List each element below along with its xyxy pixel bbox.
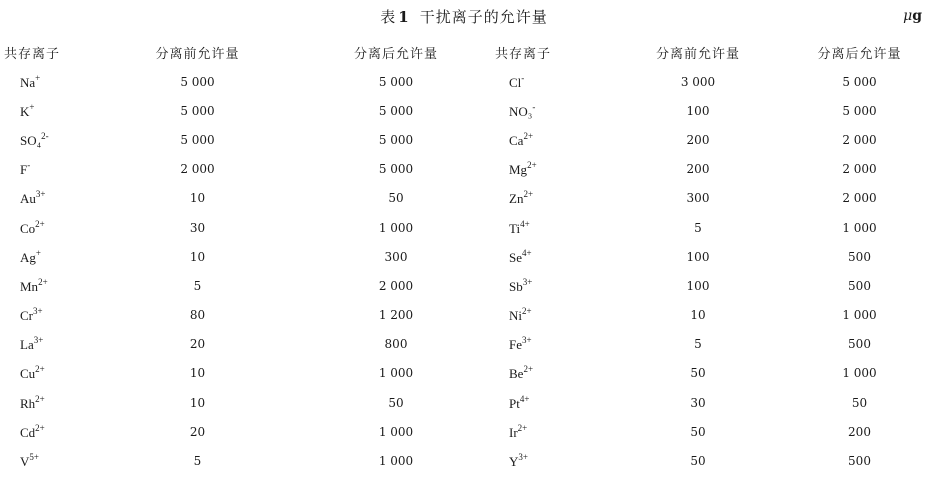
cell-text: 2 000 xyxy=(842,132,877,147)
cell-text: 200 xyxy=(848,424,871,439)
ion-charge: 2+ xyxy=(35,364,45,375)
before-cell xyxy=(64,417,331,446)
before-cell xyxy=(525,242,791,271)
cell-text: 100 xyxy=(686,278,710,293)
cell-text: Cu xyxy=(20,366,36,382)
cell-text: Mg xyxy=(509,162,528,178)
after-cell xyxy=(331,417,461,446)
after-cell xyxy=(791,446,928,475)
interference-table xyxy=(0,37,928,476)
before-cell xyxy=(525,125,791,154)
ion-cell xyxy=(461,67,525,96)
ion-cell xyxy=(0,213,64,242)
table-row xyxy=(0,359,928,388)
cell-text: 500 xyxy=(848,278,871,293)
cell-text: Ca xyxy=(509,132,524,148)
header-row xyxy=(0,37,928,67)
table-row xyxy=(0,446,928,475)
cell-text: Cl xyxy=(509,74,522,90)
ion-cell xyxy=(461,388,530,417)
cell-text: K xyxy=(20,103,30,119)
ion-cell xyxy=(0,388,64,417)
ion-charge: 5+ xyxy=(29,452,39,463)
before-cell xyxy=(525,417,791,446)
cell-text: 30 xyxy=(189,220,206,235)
ion-cell xyxy=(461,330,532,359)
cell-text: 200 xyxy=(686,162,710,177)
cell-text: 5 000 xyxy=(378,103,414,118)
before-cell xyxy=(64,359,331,388)
table-row xyxy=(0,213,928,242)
table-title-number: 1 xyxy=(398,8,410,26)
before-cell xyxy=(64,301,331,330)
cell-text: Be xyxy=(509,366,524,382)
before-cell xyxy=(64,125,331,154)
ion-cell xyxy=(461,96,536,125)
ion-charge: 2+ xyxy=(523,189,534,200)
cell-text: Ti xyxy=(509,220,521,236)
cell-text: Ni xyxy=(509,308,522,324)
ion-charge: 2+ xyxy=(527,160,537,171)
after-cell xyxy=(331,213,461,242)
cell-text: Zn xyxy=(509,191,524,207)
after-cell xyxy=(331,301,461,330)
cell-text: 200 xyxy=(686,132,710,147)
cell-text: La xyxy=(20,337,34,353)
after-cell xyxy=(791,96,928,125)
cell-text: 100 xyxy=(686,249,710,264)
table-row xyxy=(0,330,928,359)
ion-cell xyxy=(461,242,532,271)
after-cell xyxy=(791,125,928,154)
ion-cell xyxy=(0,301,64,330)
ion-charge: 4+ xyxy=(519,393,530,404)
cell-text: 3 000 xyxy=(680,74,716,89)
ion-cell xyxy=(461,446,528,475)
before-cell xyxy=(525,213,791,242)
ion-cell xyxy=(0,125,64,154)
after-cell xyxy=(331,67,461,96)
cell-text: Y xyxy=(509,454,519,470)
ion-cell xyxy=(0,271,64,300)
ion-charge: 2- xyxy=(41,130,49,141)
cell-text: Ag xyxy=(20,249,36,265)
after-cell xyxy=(791,417,928,446)
before-cell xyxy=(64,271,331,300)
after-cell xyxy=(331,184,461,213)
cell-text: 500 xyxy=(848,249,871,264)
header-after-1: 分离后允许量 xyxy=(353,46,438,62)
cell-text: F xyxy=(20,162,28,178)
before-cell xyxy=(525,184,791,213)
cell-text: 10 xyxy=(690,308,706,323)
unit-mu: μ xyxy=(903,8,913,24)
cell-text: 1 000 xyxy=(378,366,414,381)
ion-charge: + xyxy=(29,101,35,112)
cell-text: 50 xyxy=(388,191,404,206)
before-cell xyxy=(525,96,791,125)
before-cell xyxy=(64,388,331,417)
after-cell xyxy=(331,242,461,271)
before-cell xyxy=(522,271,791,300)
before-cell xyxy=(64,242,331,271)
cell-text: 2 000 xyxy=(180,162,215,177)
ion-charge: 2+ xyxy=(517,422,528,433)
table-row xyxy=(0,271,928,300)
cell-text: 5 xyxy=(694,220,702,235)
before-cell xyxy=(64,67,331,96)
before-cell xyxy=(525,388,791,417)
before-cell xyxy=(525,155,791,184)
cell-text: 5 000 xyxy=(180,103,215,118)
cell-text: Se xyxy=(509,249,522,265)
before-cell xyxy=(64,213,331,242)
cell-text: 5 000 xyxy=(180,132,215,147)
cell-text: 1 000 xyxy=(378,454,414,469)
table-row xyxy=(0,125,928,154)
table-row xyxy=(0,301,928,330)
before-cell xyxy=(525,446,791,475)
cell-text: 1 000 xyxy=(842,366,877,381)
cell-text: 30 xyxy=(690,395,706,410)
table-title-text: 干扰离子的允许量 xyxy=(419,8,548,26)
ion-cell xyxy=(461,155,537,184)
cell-text: 50 xyxy=(388,395,404,410)
header-before-1: 分离前允许量 xyxy=(155,46,240,62)
ion-charge: 2+ xyxy=(35,393,45,404)
ion-charge: + xyxy=(35,72,41,83)
table-title xyxy=(0,6,928,27)
ion-cell xyxy=(461,125,534,154)
ion-charge: 2+ xyxy=(523,364,534,375)
cell-text: 1 200 xyxy=(378,308,414,323)
cell-text: 300 xyxy=(686,191,710,206)
ion-charge: 3+ xyxy=(33,335,44,346)
header-ion-1: 共存离子 xyxy=(4,46,61,62)
ion-charge: 3+ xyxy=(522,335,532,346)
cell-text: 5 000 xyxy=(842,74,877,89)
before-cell xyxy=(64,155,331,184)
cell-text: Cr xyxy=(20,308,33,324)
cell-text: 500 xyxy=(848,337,871,352)
after-cell xyxy=(331,446,461,475)
cell-text: 50 xyxy=(690,454,706,469)
before-cell xyxy=(525,67,791,96)
before-cell xyxy=(64,446,331,475)
cell-text: 5 xyxy=(694,337,702,352)
ion-charge: 2+ xyxy=(523,130,534,141)
cell-text: 50 xyxy=(690,366,706,381)
cell-text: Ir xyxy=(509,424,518,440)
ion-charge: 3+ xyxy=(522,276,533,287)
cell-text: 80 xyxy=(189,308,206,323)
ion-charge: 4+ xyxy=(522,247,532,258)
before-cell xyxy=(525,359,791,388)
ion-cell xyxy=(461,359,534,388)
after-cell xyxy=(791,213,928,242)
before-cell xyxy=(64,184,331,213)
after-cell xyxy=(791,155,928,184)
ion-charge: 4+ xyxy=(520,218,530,229)
ion-charge: + xyxy=(35,247,41,258)
cell-text: Rh xyxy=(20,395,36,411)
ion-charge: 2+ xyxy=(522,306,532,317)
ion-charge: 3+ xyxy=(35,189,46,200)
cell-text: 5 000 xyxy=(842,103,877,118)
cell-text: 1 000 xyxy=(378,424,414,439)
cell-text: 5 xyxy=(193,454,202,469)
after-cell xyxy=(331,96,461,125)
cell-text: 100 xyxy=(686,103,710,118)
header-after-2: 分离后允许量 xyxy=(817,46,902,62)
cell-text: SO₄ xyxy=(20,132,42,148)
cell-text: 500 xyxy=(848,454,871,469)
cell-text: 10 xyxy=(189,191,206,206)
ion-cell xyxy=(461,184,534,213)
after-cell xyxy=(331,359,461,388)
before-cell xyxy=(64,96,331,125)
unit-label xyxy=(903,8,922,24)
header-before-2: 分离前允许量 xyxy=(655,46,740,62)
ion-charge: 3+ xyxy=(33,306,43,317)
cell-text: Sb xyxy=(509,278,523,294)
ion-charge: - xyxy=(532,101,536,112)
after-cell xyxy=(791,184,928,213)
before-cell xyxy=(64,330,331,359)
ion-charge: 2+ xyxy=(35,218,45,229)
table-row xyxy=(0,388,928,417)
ion-cell xyxy=(0,359,64,388)
ion-charge: - xyxy=(521,72,525,83)
cell-text: 5 xyxy=(193,278,202,293)
cell-text: 5 000 xyxy=(378,132,414,147)
ion-cell xyxy=(0,446,64,475)
ion-cell xyxy=(461,301,532,330)
ion-cell xyxy=(0,184,64,213)
table-row xyxy=(0,242,928,271)
cell-text: 1 000 xyxy=(842,220,877,235)
after-cell xyxy=(791,271,928,300)
cell-text: 5 000 xyxy=(180,74,215,89)
cell-text: 10 xyxy=(189,249,206,264)
ion-charge: 2+ xyxy=(35,422,45,433)
table-row xyxy=(0,184,928,213)
after-cell xyxy=(791,388,928,417)
cell-text: 800 xyxy=(384,337,408,352)
ion-cell xyxy=(0,96,64,125)
cell-text: 20 xyxy=(189,337,206,352)
ion-charge: 2+ xyxy=(38,276,48,287)
cell-text: 5 000 xyxy=(378,162,414,177)
table-row xyxy=(0,67,928,96)
table-title-prefix: 表 xyxy=(380,8,397,26)
after-cell xyxy=(791,359,928,388)
cell-text: Co xyxy=(20,220,36,236)
cell-text: Au xyxy=(20,191,36,207)
after-cell xyxy=(791,67,928,96)
cell-text: Fe xyxy=(509,337,522,353)
cell-text: 5 000 xyxy=(378,74,414,89)
cell-text: 50 xyxy=(690,424,706,439)
cell-text: Pt xyxy=(509,395,520,411)
cell-text: Cd xyxy=(20,424,36,440)
cell-text: 10 xyxy=(189,366,206,381)
ion-cell xyxy=(0,330,64,359)
after-cell xyxy=(331,125,461,154)
table-row xyxy=(0,417,928,446)
ion-cell xyxy=(0,155,64,184)
after-cell xyxy=(331,271,461,300)
after-cell xyxy=(331,388,461,417)
table-row xyxy=(0,96,928,125)
cell-text: 300 xyxy=(384,249,408,264)
ion-cell xyxy=(461,271,533,300)
before-cell xyxy=(525,301,791,330)
after-cell xyxy=(791,301,928,330)
after-cell xyxy=(791,330,928,359)
header-ion-2: 共存离子 xyxy=(495,46,552,62)
after-cell xyxy=(331,330,461,359)
cell-text: 50 xyxy=(851,395,868,410)
ion-cell xyxy=(0,242,64,271)
after-cell xyxy=(331,155,461,184)
cell-text: V xyxy=(20,454,30,470)
before-cell xyxy=(525,330,791,359)
after-cell xyxy=(791,242,928,271)
cell-text: 1 000 xyxy=(378,220,414,235)
cell-text: 2 000 xyxy=(842,162,877,177)
ion-cell xyxy=(0,67,64,96)
unit-g: g xyxy=(912,8,922,24)
table-body xyxy=(0,67,928,476)
ion-cell xyxy=(461,417,528,446)
cell-text: Mn xyxy=(20,278,39,294)
cell-text: 2 000 xyxy=(378,278,414,293)
cell-text: 2 000 xyxy=(842,191,877,206)
ion-charge: - xyxy=(27,160,31,171)
ion-charge: 3+ xyxy=(518,452,528,463)
ion-cell xyxy=(0,417,64,446)
cell-text: 10 xyxy=(189,395,206,410)
cell-text: NO₃ xyxy=(509,103,533,119)
table-row xyxy=(0,155,928,184)
cell-text: Na xyxy=(20,74,36,90)
ion-cell xyxy=(461,213,530,242)
cell-text: 20 xyxy=(189,424,206,439)
cell-text: 1 000 xyxy=(842,308,877,323)
